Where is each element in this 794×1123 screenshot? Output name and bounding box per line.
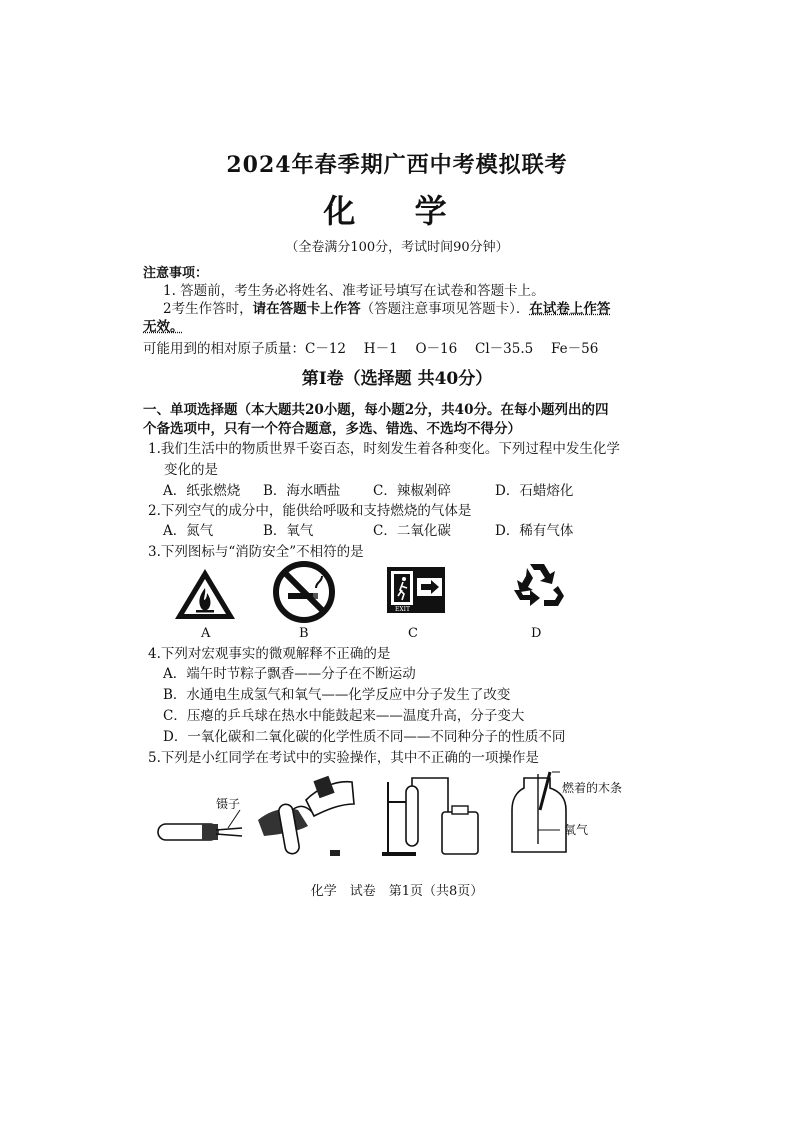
q1-option-b: B．海水晒盐	[263, 483, 341, 499]
q2-option-c: C．二氧化碳	[373, 523, 451, 539]
emergency-exit-icon	[386, 566, 446, 618]
tongs-label: 镊子	[216, 797, 241, 811]
oxygen-test-illustration	[510, 770, 670, 862]
exam-title: 2024年春季期广西中考模拟联考	[226, 152, 568, 178]
fire-warning-icon	[172, 566, 238, 626]
section-instruction-2: 个备选项中，只有一个符合题意，多选、错选、不选均不得分）	[143, 421, 521, 437]
notes-item-1: 1. 答题前，考生务必将姓名、准考证号填写在试卷和答题卡上。	[163, 283, 545, 299]
q4-option-c: C．压瘪的乒乓球在热水中能鼓起来——温度升高，分子变大	[163, 708, 525, 724]
recycle-icon	[506, 556, 568, 620]
notes-item-2-part-e: 无效。	[143, 319, 184, 335]
notes-item-2-part-c: （答题注意事项见答题卡）．	[360, 301, 530, 317]
q2-option-d: D．稀有气体	[495, 523, 574, 539]
pouring-liquid-illustration	[256, 770, 360, 864]
burning-stick-label: 燃着的木条	[562, 781, 623, 795]
subject-title: 化 学	[323, 192, 471, 230]
q3-label-b: B	[299, 626, 309, 641]
q1-option-d: D．石蜡熔化	[495, 483, 574, 499]
q4-option-b: B．水通电生成氢气和氧气——化学反应中分子发生了改变	[163, 687, 511, 703]
q3-label-a: A	[201, 626, 211, 641]
q1-option-a: A．纸张燃烧	[163, 483, 241, 499]
q2-option-a: A．氮气	[163, 523, 214, 539]
q4-stem: 4.下列对宏观事实的微观解释不正确的是	[148, 646, 391, 662]
notes-heading: 注意事项：	[143, 266, 209, 281]
q3-label-c: C	[408, 626, 418, 641]
oxygen-label: 氧气	[564, 823, 589, 837]
q2-stem: 2.下列空气的成分中，能供给呼吸和支持燃烧的气体是	[148, 503, 472, 519]
q2-option-b: B．氧气	[263, 523, 314, 539]
q5-stem: 5.下列是小红同学在考试中的实验操作，其中不正确的一项操作是	[148, 750, 539, 766]
section-instruction-1: 一、单项选择题（本大题共20小题，每小题2分，共40分。在每小题列出的四	[143, 402, 609, 418]
page-footer: 化学 试卷 第1页（共8页）	[310, 884, 484, 899]
q1-stem-2: 变化的是	[164, 462, 218, 478]
q3-label-d: D	[531, 626, 542, 641]
exit-sign-text: EXIT	[395, 606, 411, 613]
no-smoking-icon	[272, 560, 336, 628]
q1-option-c: C．辣椒剁碎	[373, 483, 451, 499]
gas-collection-apparatus-illustration	[378, 772, 488, 862]
score-note: （全卷满分100分，考试时间90分钟）	[285, 240, 509, 255]
notes-item-2-part-d: 在试卷上作答	[529, 301, 611, 317]
notes-item-2	[163, 297, 610, 317]
q4-option-d: D．一氧化碳和二氧化碳的化学性质不同——不同种分子的性质不同	[163, 729, 566, 745]
notes-item-2-part-b: 请在答题卡上作答	[252, 301, 361, 317]
q4-option-a: A．端午时节粽子飘香——分子在不断运动	[163, 666, 416, 682]
q3-stem: 3.下列图标与“消防安全”不相符的是	[148, 544, 364, 560]
atomic-masses: 可能用到的相对原子质量：C－12 H－1 O－16 Cl－35.5 Fe－56	[143, 341, 599, 357]
test-tube-tongs-illustration	[156, 788, 252, 856]
q1-stem-1: 1.我们生活中的物质世界千姿百态，时刻发生着各种变化。下列过程中发生化学	[148, 441, 620, 457]
notes-item-2-part-a: 2考生作答时，	[163, 301, 253, 317]
section-title: 第Ⅰ卷（选择题 共40分）	[301, 369, 493, 389]
